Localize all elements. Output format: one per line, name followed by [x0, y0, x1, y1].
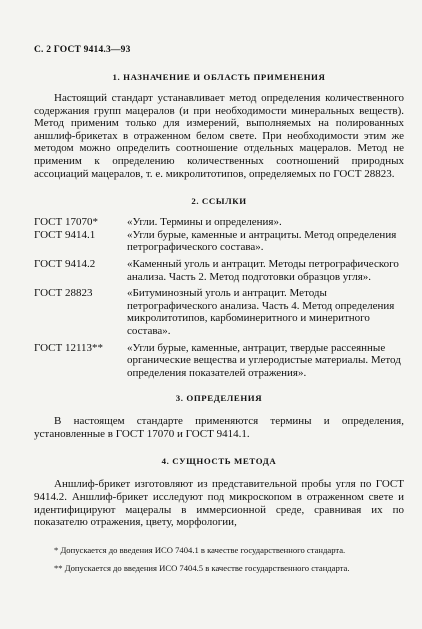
reference-row	[34, 216, 404, 229]
page-header: С. 2 ГОСТ 9414.3—93	[34, 45, 131, 55]
reference-code: ГОСТ 9414.2	[34, 257, 96, 270]
reference-code: ГОСТ 12113**	[34, 341, 104, 354]
footnotes	[34, 545, 404, 575]
footnote: * Допускается до введения ИСО 7404.1 в качестве государственного стандарта.	[54, 544, 346, 555]
reference-row	[34, 254, 404, 283]
reference-code: ГОСТ 28823	[34, 287, 93, 300]
section-title-method-essence: 4. СУЩНОСТЬ МЕТОДА	[161, 456, 277, 467]
reference-row	[34, 229, 404, 254]
reference-description: «Угли бурые, каменные и антрациты. Метод определения петрографического состава».	[127, 228, 397, 254]
reference-row	[34, 283, 404, 337]
reference-row	[34, 338, 404, 380]
reference-code: ГОСТ 17070*	[34, 216, 98, 229]
reference-description: «Битуминозный уголь и антрацит. Методы петрографического анализа. Часть 4. Метод определения микролитотипов, карбоминеритного и минеритного состава».	[127, 287, 395, 337]
section-title-definitions: 3. ОПРЕДЕЛЕНИЯ	[175, 393, 263, 404]
reference-description: «Угли бурые, каменные, антрацит, твердые рассеянные органические вещества и углеродистые материалы. Метод определения показателей отражения».	[127, 341, 401, 379]
scope-paragraph: Настоящий стандарт устанавливает метод определения количественного содержания групп мацералов (и при необходимости минеральных веществ). Метод применим только для измерений, выполняемых на полированных аншлиф-брикетах в отраженном белом свете. При необходимости этим же методом можно определить соотношение отдельных мацералов. Метод не применим к определению количественных соотношений природных ассоциаций мацералов, т. е. микролитотипов, определяемых по ГОСТ 28823.	[34, 92, 404, 180]
reference-description: «Угли. Термины и определения».	[127, 216, 282, 229]
method-paragraph: Аншлиф-брикет изготовляют из представительной пробы угля по ГОСТ 9414.2. Аншлиф-брикет исследуют под микроскопом в отраженном свете и идентифицируют мацералы в иммерсионной среде, сравнивая их по показателю отражения, цвету, морфологии,	[34, 478, 404, 529]
references-table	[34, 216, 404, 379]
reference-code: ГОСТ 9414.1	[34, 228, 96, 241]
reference-description: «Каменный уголь и антрацит. Методы петрографического анализа. Часть 2. Метод подготовки образцов угля».	[127, 257, 399, 283]
footnote: ** Допускается до введения ИСО 7404.5 в качестве государственного стандарта.	[54, 563, 350, 574]
section-title-references: 2. ССЫЛКИ	[191, 196, 247, 207]
section-title-scope: 1. НАЗНАЧЕНИЕ И ОБЛАСТЬ ПРИМЕНЕНИЯ	[112, 72, 326, 82]
definitions-paragraph: В настоящем стандарте применяются термины и определения, установленные в ГОСТ 17070 и ГОСТ 9414.1.	[34, 415, 404, 440]
